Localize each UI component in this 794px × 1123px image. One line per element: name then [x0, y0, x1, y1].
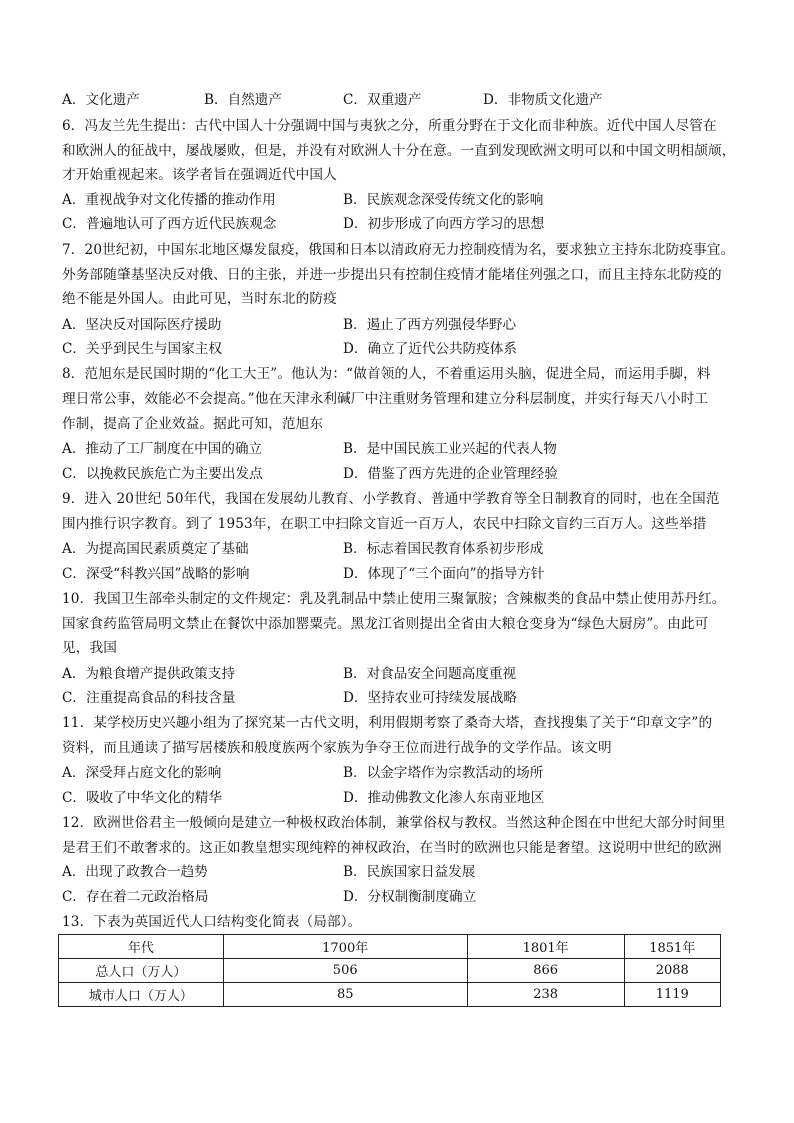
q10-stem-line: 10．我国卫生部牵头制定的文件规定：乳及乳制品中禁止使用三聚氰胺；含辣椒类的食品中禁止使用苏丹红。	[62, 591, 726, 607]
q9-option-c: C．深受“科教兴国”战略的影响	[62, 566, 250, 582]
q8-stem-line: 8．范旭东是民国时期的“化工大王”。他认为：“做首领的人，不着重运用头脑，促进全局，而运用手脚，料	[62, 366, 711, 382]
q5-option-a: A．文化遗产	[62, 92, 140, 108]
q5-option-b: B．自然遗产	[204, 92, 282, 108]
table-row	[59, 983, 721, 1007]
q7-stem-line: 7．20世纪初，中国东北地区爆发鼠疫，俄国和日本以清政府无力控制疫情为名，要求独立主持东北防疫事宜。	[62, 242, 735, 258]
q9-option-b: B．标志着国民教育体系初步形成	[343, 541, 544, 557]
q12-stem-line: 12．欧洲世俗君主一般倾向是建立一种极权政治体制，兼掌俗权与教权。当然这种企图在中世纪大部分时间里	[62, 815, 726, 831]
q11-option-a: A．深受拜占庭文化的影响	[62, 765, 222, 781]
q11-option-d: D．推动佛教文化渗人东南亚地区	[343, 790, 545, 806]
q9-stem-line: 9．进入 20世纪 50年代，我国在发展幼儿教育、小学教育、普通中学教育等全日制教育的同时，也在全国范	[62, 491, 720, 507]
table-header-cell: 年代	[59, 935, 224, 959]
q12-option-b: B．民族国家日益发展	[343, 864, 476, 880]
table-cell: 1119	[624, 983, 720, 1007]
q12-option-a: A．出现了政教合一趋势	[62, 864, 208, 880]
table-cell: 总人口（万人）	[59, 959, 224, 983]
q9-option-d: D．体现了“三个面向”的指导方针	[343, 566, 545, 582]
table-header-cell: 1851年	[624, 935, 720, 959]
q11-stem-line: 资料，而且通读了描写居楼族和般度族两个家族为争夺王位而进行战争的文学作品。该文明	[62, 740, 612, 756]
q10-option-a: A．为粮食增产提供政策支持	[62, 666, 235, 682]
q12-option-d: D．分权制衡制度确立	[343, 889, 477, 905]
q6-option-d: D．初步形成了向西方学习的思想	[343, 216, 545, 232]
population-table	[58, 934, 721, 1007]
q6-option-b: B．民族观念深受传统文化的影响	[343, 192, 544, 208]
q10-stem-line: 见，我国	[62, 640, 117, 656]
table-header-cell: 1801年	[467, 935, 624, 959]
table-cell: 85	[223, 983, 467, 1007]
q11-option-c: C．吸收了中华文化的精华	[62, 790, 222, 806]
q7-stem-line: 外务部随肇基坚决反对俄、日的主张，并进一步提出只有控制住疫情才能堵住列强之口，而且主持东北防疫的	[62, 267, 722, 283]
q7-option-c: C．关乎到民生与国家主权	[62, 341, 222, 357]
q7-stem-line: 绝不能是外国人。由此可见，当时东北的防疫	[62, 291, 337, 307]
q8-stem-line: 作制，提高了企业效益。据此可知，范旭东	[62, 416, 324, 432]
q9-option-a: A．为提高国民素质奠定了基础	[62, 541, 249, 557]
table-cell: 2088	[624, 959, 720, 983]
q6-option-a: A．重视战争对文化传播的推动作用	[62, 192, 276, 208]
q10-option-b: B．对食品安全问题高度重视	[343, 666, 517, 682]
table-cell: 506	[223, 959, 467, 983]
q12-option-c: C．存在着二元政治格局	[62, 889, 209, 905]
q7-option-d: D．确立了近代公共防疫体系	[343, 341, 518, 357]
q8-option-b: B．是中国民族工业兴起的代表人物	[343, 441, 557, 457]
q7-option-b: B．遏止了西方列强侵华野心	[343, 317, 517, 333]
q10-stem-line: 国家食药监管局明文禁止在餐饮中添加罂粟壳。黑龙江省则提出全省由大粮仓变身为“绿色大厨房”。由此可	[62, 616, 709, 632]
q8-option-c: C．以挽救民族危亡为主要出发点	[62, 466, 263, 482]
q7-option-a: A．坚决反对国际医疗援助	[62, 317, 222, 333]
table-cell: 866	[467, 959, 624, 983]
table-cell: 238	[467, 983, 624, 1007]
q5-option-c: C．双重遗产	[343, 92, 422, 108]
q11-stem-line: 11．某学校历史兴趣小组为了探究某一古代文明，利用假期考察了桑奇大塔，查找搜集了关于“印章文字”的	[62, 715, 713, 731]
table-cell: 城市人口（万人）	[59, 983, 224, 1007]
q8-option-a: A．推动了工厂制度在中国的确立	[62, 441, 263, 457]
q8-option-d: D．借鉴了西方先进的企业管理经验	[343, 466, 558, 482]
q6-option-c: C．普遍地认可了西方近代民族观念	[62, 216, 277, 232]
q6-stem-line: 6．冯友兰先生提出：古代中国人十分强调中国与夷狄之分，所重分野在于文化而非种族。近代中国人尽管在	[62, 118, 717, 134]
q9-stem-line: 围内推行识字教育。到了 1953年，在职工中扫除文盲近一百万人，农民中扫除文盲约三百万人。这些举措	[62, 516, 707, 532]
q12-stem-line: 是君王们不敢奢求的。这正如教皇想实现纯粹的神权政治，在当时的欧洲也只能是奢望。这说明中世纪的欧洲	[62, 840, 722, 856]
q6-stem-line: 和欧洲人的征战中，屡战屡败，但是，并没有对欧洲人十分在意。一直到发现欧洲文明可以和中国文明相颉颃，	[62, 143, 736, 159]
q11-option-b: B．以金字塔作为宗教活动的场所	[343, 765, 544, 781]
table-header-cell: 1700年	[223, 935, 467, 959]
table-header-row	[59, 935, 721, 959]
q10-option-d: D．坚持农业可持续发展战略	[343, 690, 518, 706]
q6-stem-line: 才开始重视起来。该学者旨在强调近代中国人	[62, 167, 337, 183]
q8-stem-line: 理日常公事，效能必不会提高。”他在天津永利碱厂中注重财务管理和建立分科层制度，并实行每天八小时工	[62, 391, 709, 407]
q5-option-d: D．非物质文化遗产	[483, 92, 603, 108]
table-row	[59, 959, 721, 983]
q10-option-c: C．注重提高食品的科技含量	[62, 690, 236, 706]
q13-stem: 13．下表为英国近代人口结构变化简表（局部）。	[62, 914, 362, 930]
